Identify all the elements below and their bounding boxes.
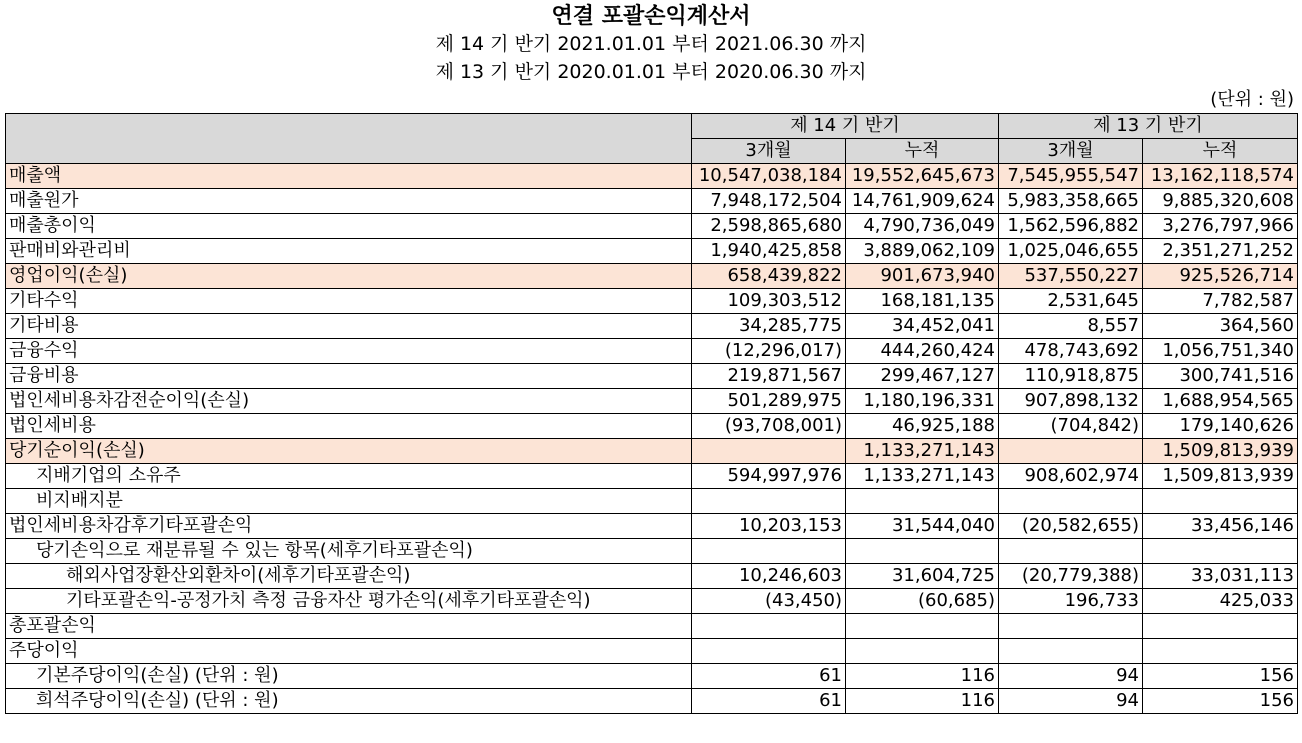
row-label: 당기손익으로 재분류될 수 있는 항목(세후기타포괄손익) [6,539,692,564]
value-cell: (20,779,388) [999,564,1143,589]
value-cell: 10,246,603 [692,564,846,589]
value-cell [692,614,846,639]
value-cell [846,539,999,564]
value-cell: 8,557 [999,314,1143,339]
value-cell: 3,889,062,109 [846,239,999,264]
row-income-before-tax [6,389,1298,414]
value-cell: 31,604,725 [846,564,999,589]
row-label: 기타비용 [6,314,692,339]
income-statement-table [5,113,1298,714]
value-cell: 19,552,645,673 [846,164,999,189]
row-gross-profit [6,214,1298,239]
row-label: 당기순이익(손실) [6,439,692,464]
value-cell [999,639,1143,664]
row-non-controlling-interests [6,489,1298,514]
value-cell: 444,260,424 [846,339,999,364]
value-cell: 501,289,975 [692,389,846,414]
row-operating-income [6,264,1298,289]
row-earnings-per-share [6,639,1298,664]
statement-title: 연결 포괄손익계산서 [551,4,751,29]
value-cell: 1,688,954,565 [1143,389,1298,414]
value-cell: 901,673,940 [846,264,999,289]
value-cell: 1,056,751,340 [1143,339,1298,364]
value-cell [999,489,1143,514]
value-cell: 33,456,146 [1143,514,1298,539]
row-fx-translation [6,564,1298,589]
value-cell: 94 [999,664,1143,689]
value-cell: 109,303,512 [692,289,846,314]
header-row-periods [6,114,1298,139]
value-cell [846,639,999,664]
value-cell: 4,790,736,049 [846,214,999,239]
value-cell: 13,162,118,574 [1143,164,1298,189]
prior-period: 제 13 기 반기 2020.01.01 부터 2020.06.30 까지 [435,61,867,83]
row-label: 총포괄손익 [6,614,692,639]
row-revenue [6,164,1298,189]
value-cell: (20,582,655) [999,514,1143,539]
value-cell: (60,685) [846,589,999,614]
value-cell: 33,031,113 [1143,564,1298,589]
row-finance-income [6,339,1298,364]
value-cell [846,614,999,639]
row-label: 해외사업장환산외환차이(세후기타포괄손익) [6,564,692,589]
value-cell [1143,539,1298,564]
value-cell: (93,708,001) [692,414,846,439]
value-cell: 907,898,132 [999,389,1143,414]
row-label: 희석주당이익(손실) (단위 : 원) [6,689,692,714]
value-cell: 34,452,041 [846,314,999,339]
value-cell: 46,925,188 [846,414,999,439]
row-reclassifiable-items [6,539,1298,564]
value-cell: 300,741,516 [1143,364,1298,389]
value-cell: 196,733 [999,589,1143,614]
value-cell [692,489,846,514]
value-cell [999,614,1143,639]
row-other-comprehensive-income [6,514,1298,539]
row-label: 지배기업의 소유주 [6,464,692,489]
row-label: 법인세비용차감전순이익(손실) [6,389,692,414]
value-cell: 425,033 [1143,589,1298,614]
header-current-3month: 3개월 [692,139,846,164]
value-cell: 1,025,046,655 [999,239,1143,264]
value-cell: 299,467,127 [846,364,999,389]
value-cell [1143,489,1298,514]
value-cell: 156 [1143,664,1298,689]
row-finance-costs [6,364,1298,389]
value-cell: 116 [846,664,999,689]
value-cell: (43,450) [692,589,846,614]
header-current-period: 제 14 기 반기 [692,114,999,139]
value-cell: 110,918,875 [999,364,1143,389]
value-cell: 925,526,714 [1143,264,1298,289]
row-label: 주당이익 [6,639,692,664]
unit-label: (단위 : 원) [1210,89,1294,110]
row-cost-of-sales [6,189,1298,214]
row-label: 기타수익 [6,289,692,314]
row-label: 법인세비용차감후기타포괄손익 [6,514,692,539]
value-cell: 61 [692,689,846,714]
header-blank-cell [6,114,692,164]
row-label: 매출원가 [6,189,692,214]
value-cell [999,539,1143,564]
value-cell: 10,547,038,184 [692,164,846,189]
row-other-income [6,289,1298,314]
value-cell: 594,997,976 [692,464,846,489]
value-cell: 61 [692,664,846,689]
value-cell: 1,940,425,858 [692,239,846,264]
row-label: 기본주당이익(손실) (단위 : 원) [6,664,692,689]
value-cell: 156 [1143,689,1298,714]
value-cell: 34,285,775 [692,314,846,339]
row-total-comprehensive-income [6,614,1298,639]
header-prior-cumulative: 누적 [1143,139,1298,164]
value-cell: 7,545,955,547 [999,164,1143,189]
value-cell: 1,133,271,143 [846,439,999,464]
current-period: 제 14 기 반기 2021.01.01 부터 2021.06.30 까지 [435,33,867,55]
row-fvoci-valuation [6,589,1298,614]
value-cell [999,439,1143,464]
row-label: 판매비와관리비 [6,239,692,264]
value-cell: 116 [846,689,999,714]
value-cell: 219,871,567 [692,364,846,389]
row-basic-eps [6,664,1298,689]
value-cell: 1,133,271,143 [846,464,999,489]
value-cell: 7,782,587 [1143,289,1298,314]
value-cell: 9,885,320,608 [1143,189,1298,214]
row-label: 비지배지분 [6,489,692,514]
value-cell: 10,203,153 [692,514,846,539]
value-cell: 1,562,596,882 [999,214,1143,239]
header-prior-period: 제 13 기 반기 [999,114,1298,139]
row-label: 기타포괄손익-공정가치 측정 금융자산 평가손익(세후기타포괄손익) [6,589,692,614]
header-current-cumulative: 누적 [846,139,999,164]
value-cell: 7,948,172,504 [692,189,846,214]
row-label: 매출총이익 [6,214,692,239]
value-cell: 364,560 [1143,314,1298,339]
value-cell: 478,743,692 [999,339,1143,364]
row-net-income [6,439,1298,464]
value-cell [1143,614,1298,639]
row-label: 금융비용 [6,364,692,389]
row-diluted-eps [6,689,1298,714]
value-cell: 2,531,645 [999,289,1143,314]
row-income-tax [6,414,1298,439]
row-label: 금융수익 [6,339,692,364]
value-cell [846,489,999,514]
row-sga-expenses [6,239,1298,264]
value-cell: 537,550,227 [999,264,1143,289]
value-cell [1143,639,1298,664]
value-cell: (12,296,017) [692,339,846,364]
value-cell: (704,842) [999,414,1143,439]
row-label: 영업이익(손실) [6,264,692,289]
value-cell: 2,351,271,252 [1143,239,1298,264]
value-cell: 3,276,797,966 [1143,214,1298,239]
value-cell [692,539,846,564]
value-cell: 908,602,974 [999,464,1143,489]
row-label: 매출액 [6,164,692,189]
value-cell: 94 [999,689,1143,714]
header-prior-3month: 3개월 [999,139,1143,164]
value-cell: 2,598,865,680 [692,214,846,239]
value-cell: 168,181,135 [846,289,999,314]
value-cell: 1,509,813,939 [1143,464,1298,489]
row-other-expenses [6,314,1298,339]
row-owners-of-parent [6,464,1298,489]
value-cell: 658,439,822 [692,264,846,289]
value-cell: 179,140,626 [1143,414,1298,439]
value-cell: 1,180,196,331 [846,389,999,414]
value-cell: 14,761,909,624 [846,189,999,214]
value-cell: 5,983,358,665 [999,189,1143,214]
value-cell: 1,509,813,939 [1143,439,1298,464]
value-cell [692,439,846,464]
row-label: 법인세비용 [6,414,692,439]
value-cell: 31,544,040 [846,514,999,539]
value-cell [692,639,846,664]
